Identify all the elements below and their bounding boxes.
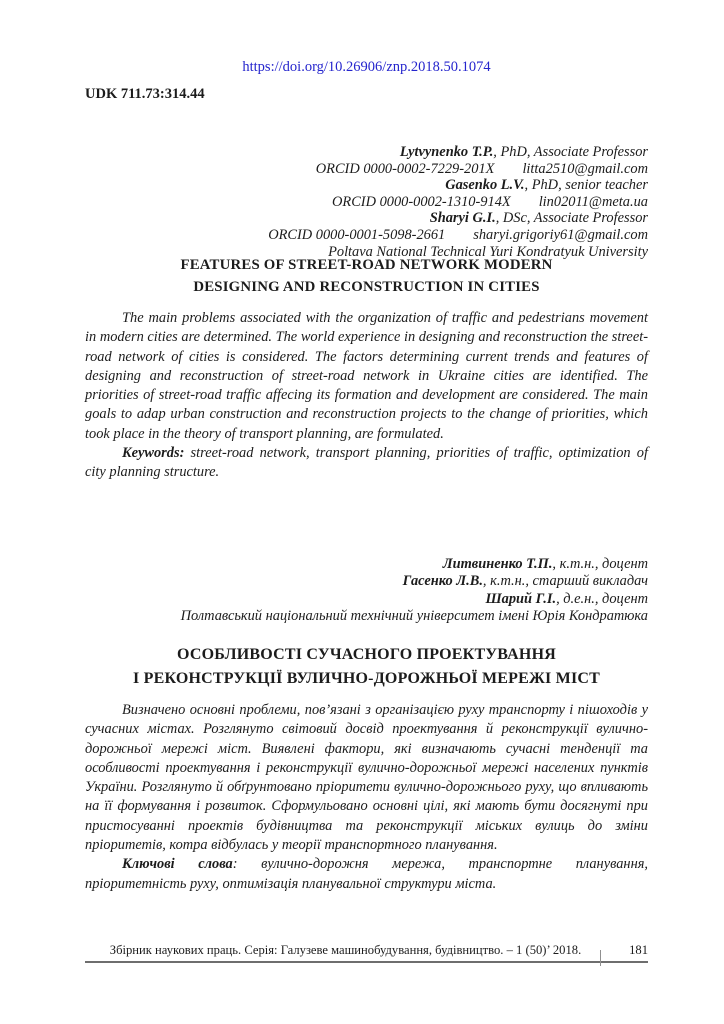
author-line	[85, 177, 648, 194]
byline-en	[85, 144, 648, 260]
author-role: , к.т.н., старший викладач	[482, 573, 648, 590]
author-name: Литвиненко Т.П.	[442, 556, 553, 572]
orcid-id: ORCID 0000-0002-7229-201X	[315, 160, 495, 177]
keywords-en-text: street-road network, transport planning, priorities of traffic, optimization of city planning structure.	[85, 445, 648, 481]
orcid-line	[85, 194, 648, 211]
byline-uk	[85, 556, 648, 625]
title-uk-line2: І РЕКОНСТРУКЦІЇ ВУЛИЧНО-ДОРОЖНЬОЇ МЕРЕЖІ МІСТ	[132, 670, 601, 687]
author-line	[85, 210, 648, 227]
keywords-uk-label: Ключові слова	[122, 856, 233, 873]
orcid-id: ORCID 0000-0002-1310-914X	[332, 193, 511, 210]
abstract-en-body: The main problems associated with the organization of traffic and pedestrians movement in modern cities are determined. The world experience in designing and reconstruction the street-road network of cities is considered. The factors determining current trends and features of designing and reconstruction of street-road network in Ukraine cities are identified. The priorities of street-road traffic affecing its formation and development are considered. The main goals to adap urban construction and reconstruction projects to the change of priorities, which took place in the theory of transport planning, are formulated.	[85, 310, 648, 442]
footer-rule	[85, 961, 648, 963]
orcid-id: ORCID 0000-0001-5098-2661	[268, 226, 446, 243]
orcid-line	[85, 227, 648, 244]
author-role: , PhD, Associate Professor	[493, 144, 648, 160]
footer-row	[85, 943, 648, 958]
author-name: Gasenko L.V.	[445, 177, 525, 194]
title-en-line2: DESIGNING AND RECONSTRUCTION IN CITIES	[193, 278, 540, 295]
abstract-uk	[85, 701, 648, 894]
keywords-en-label: Keywords:	[122, 445, 185, 462]
author-name: Lytvynenko T.P.	[399, 144, 494, 160]
author-name: Sharyi G.I.	[429, 210, 496, 227]
author-email: litta2510@gmail.com	[522, 160, 648, 177]
title-en-line1: FEATURES OF STREET-ROAD NETWORK MODERN	[180, 257, 553, 273]
abstract-uk-body: Визначено основні проблеми, пов’язані з організацією руху транспорту і пішоходів у сучасних містах. Розглянуто світовий досвід проектування й реконструкції вулично-дорожньої мережі міст. Виявлені фактори, які визначають сучасні тенденції та особливості проектування і реконструкції вулично-дорожньої мережі населених пунктів України. Розглянуто й обґрунтовано пріоритети вулично-дорожнього руху, що впливають на її формування і розвиток. Сформульовано основні цілі, які мають бути досягнуті при пристосуванні проектів будівництва та реконструкції міських вулиць до зміни пріоритетів, котра відбулась у теорії транспортного планування.	[85, 702, 648, 854]
title-en	[85, 255, 648, 298]
footer-page-number: 181	[629, 943, 648, 957]
footer-separator-tick	[600, 950, 601, 966]
affiliation-en: Poltava National Technical Yuri Kondratyuk University	[328, 243, 648, 260]
keywords-uk-text: : вулично-дорожня мережа, транспортне планування, пріоритетність руху, оптимізація планувальної структури міста.	[85, 856, 648, 892]
doi-row	[85, 59, 648, 76]
author-role: , DSc, Associate Professor	[495, 210, 648, 227]
abstract-en	[85, 309, 648, 483]
author-line	[85, 556, 648, 573]
udk-code: UDK 711.73:314.44	[85, 86, 205, 102]
author-line	[85, 591, 648, 608]
author-name: Шарий Г.І.	[485, 590, 557, 607]
keywords-uk	[85, 855, 648, 894]
author-line	[85, 144, 648, 161]
keywords-en	[85, 444, 648, 483]
page-footer	[85, 943, 648, 963]
author-email: lin02011@meta.ua	[538, 193, 648, 210]
author-role: , к.т.н., доцент	[552, 556, 648, 572]
author-role: , д.е.н., доцент	[556, 590, 648, 607]
author-name: Гасенко Л.В.	[402, 573, 483, 590]
orcid-line	[85, 161, 648, 178]
affiliation-uk: Полтавський національний технічний університет імені Юрія Кондратюка	[180, 607, 648, 624]
footer-journal-title: Збірник наукових праць. Серія: Галузеве машинобудування, будівництво. – 1 (50)’ 2018.	[109, 943, 582, 957]
title-uk	[85, 643, 648, 691]
title-uk-line1: ОСОБЛИВОСТІ СУЧАСНОГО ПРОЕКТУВАННЯ	[177, 646, 556, 663]
doi-link[interactable]: https://doi.org/10.26906/znp.2018.50.1074	[242, 59, 491, 75]
author-email: sharyi.grigoriy61@gmail.com	[473, 226, 648, 243]
author-line	[85, 573, 648, 590]
author-role: , PhD, senior teacher	[524, 177, 648, 194]
